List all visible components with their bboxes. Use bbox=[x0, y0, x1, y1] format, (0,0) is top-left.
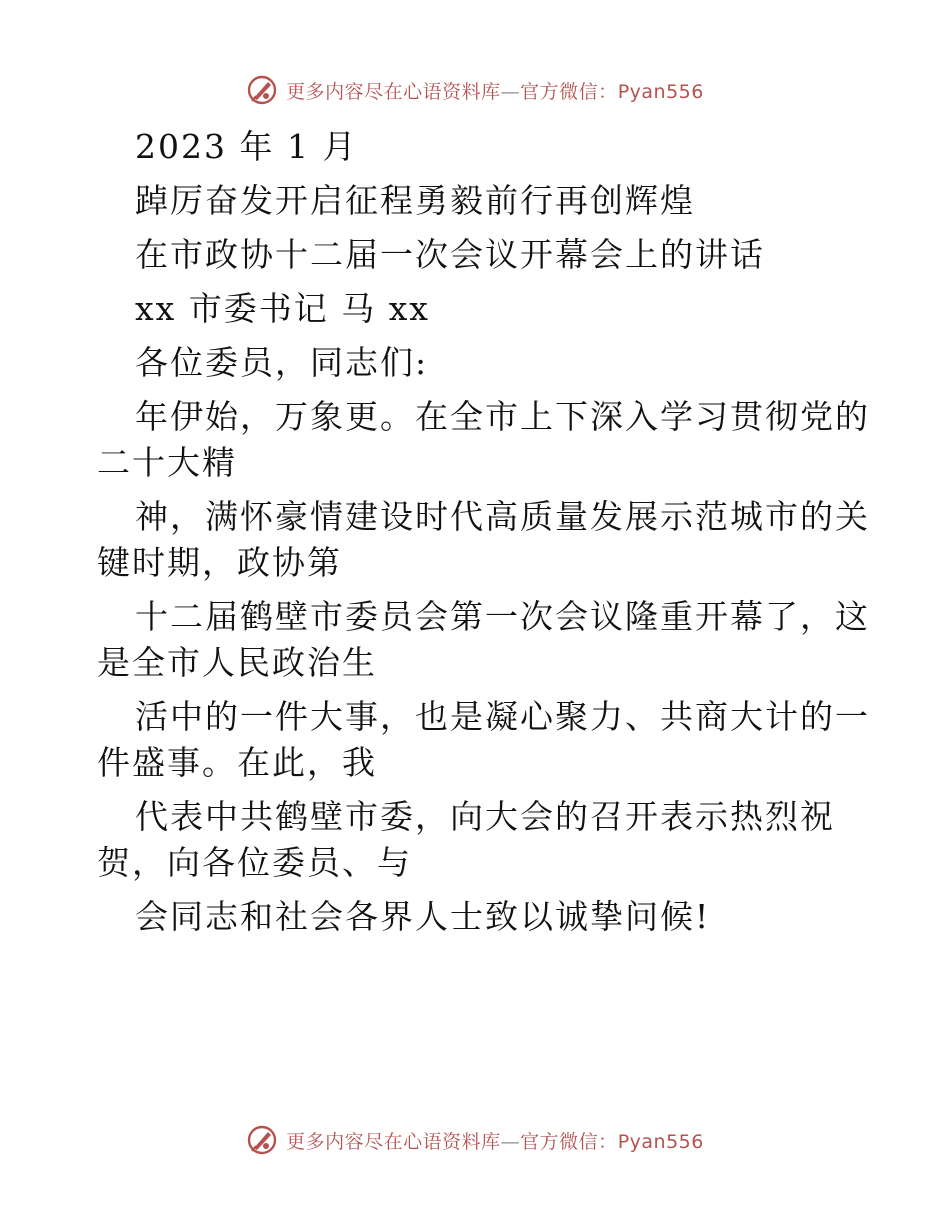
watermark-header bbox=[0, 70, 950, 110]
paragraph bbox=[97, 694, 870, 786]
paragraph bbox=[97, 494, 870, 586]
document-title: 踔厉奋发开启征程勇毅前行再创辉煌 bbox=[135, 181, 695, 220]
watermark-text: 更多内容尽在心语资料库—官方微信：Pyan556 bbox=[286, 1130, 704, 1153]
document-date: 2023 年 1 月 bbox=[135, 127, 358, 166]
paragraph-continuation: 键时期，政协第 bbox=[97, 543, 342, 582]
paragraph bbox=[97, 794, 857, 886]
paragraph bbox=[97, 394, 870, 486]
document-author: xx 市委书记 马 xx bbox=[135, 289, 430, 328]
watermark-footer bbox=[0, 1120, 950, 1160]
watermark-text: 更多内容尽在心语资料库—官方微信：Pyan556 bbox=[286, 80, 704, 103]
document-body bbox=[97, 124, 870, 940]
quill-logo-icon bbox=[246, 74, 278, 106]
quill-logo-icon bbox=[246, 1124, 278, 1156]
paragraph-first-line: 十二届鹤壁市委员会第一次会议隆重开幕了，这 bbox=[135, 597, 870, 636]
document-subtitle: 在市政协十二届一次会议开幕会上的讲话 bbox=[135, 235, 765, 274]
paragraph-continuation: 二十大精 bbox=[97, 443, 237, 482]
paragraph-first-line: 神，满怀豪情建设时代高质量发展示范城市的关 bbox=[135, 497, 870, 536]
document-salutation: 各位委员，同志们: bbox=[135, 343, 429, 382]
paragraph-first-line: 代表中共鹤壁市委，向大会的召开表示热烈祝 bbox=[135, 797, 835, 836]
paragraph bbox=[97, 594, 870, 686]
document-closing: 会同志和社会各界人士致以诚挚问候! bbox=[135, 897, 711, 936]
paragraph-continuation: 是全市人民政治生 bbox=[97, 643, 377, 682]
paragraph-continuation: 贺，向各位委员、与 bbox=[97, 843, 412, 882]
paragraph-first-line: 活中的一件大事，也是凝心聚力、共商大计的一 bbox=[135, 697, 870, 736]
paragraph-first-line: 年伊始，万象更。在全市上下深入学习贯彻党的 bbox=[135, 397, 870, 436]
paragraph-continuation: 件盛事。在此，我 bbox=[97, 743, 377, 782]
